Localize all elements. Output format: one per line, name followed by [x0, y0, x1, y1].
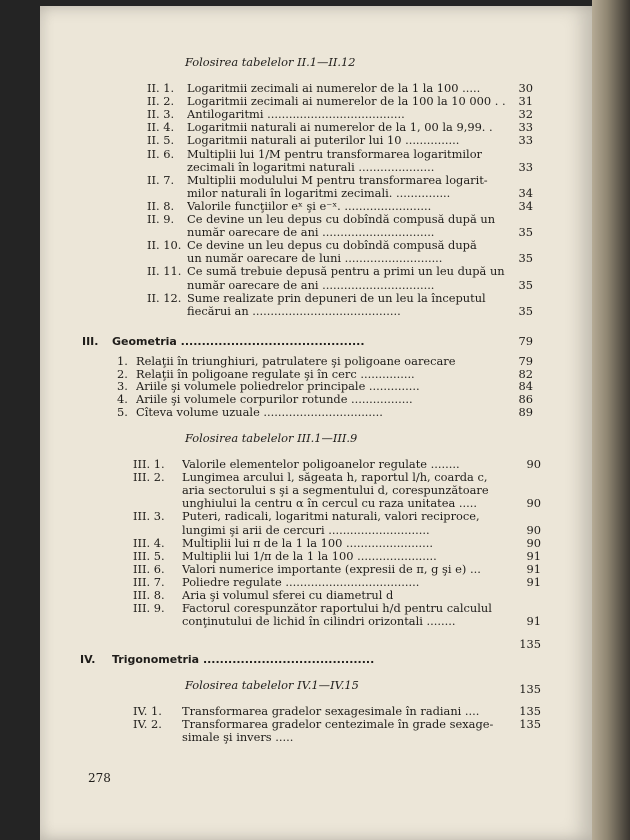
toc-page-number: 32: [518, 107, 533, 122]
toc-code: II. 10.: [147, 238, 182, 253]
book-page: [40, 6, 592, 840]
toc-code: 5.: [117, 404, 128, 419]
toc-entry-text: Relaţii în poligoane regulate şi în cerc ...............: [136, 367, 415, 381]
toc-page-number: 90: [526, 496, 541, 511]
toc-page-number: 84: [518, 379, 533, 394]
toc-code: II. 7.: [147, 172, 175, 187]
chapter-page-number: 135: [519, 637, 541, 651]
toc-page-number: 82: [518, 366, 533, 381]
chapter-page-number: 79: [518, 334, 533, 348]
toc-code: III. 4.: [133, 535, 165, 550]
toc-entry-text: Sume realizate prin depuneri de un leu la începutul: [187, 291, 486, 305]
toc-entry-text: lungimi şi arii de cercuri ............................: [182, 523, 430, 537]
toc-entry-text: Valorile funcţiilor eˣ şi e⁻ˣ. ........................: [187, 199, 432, 213]
toc-entry-text: Multiplii lui 1/M pentru transformarea logaritmilor: [187, 147, 483, 161]
toc-code: 3.: [117, 379, 128, 394]
toc-code: III. 6.: [133, 561, 165, 576]
toc-page-number: 34: [518, 198, 533, 213]
section-page-number: 135: [519, 682, 541, 696]
toc-code: 1.: [117, 354, 128, 368]
toc-code: II. 3.: [147, 107, 175, 122]
toc-page-number: 33: [518, 159, 533, 174]
chapter-code: IV.: [80, 653, 96, 666]
toc-entry-text: simale şi invers .....: [182, 731, 294, 745]
toc-entry-text: Ce sumă trebuie depusă pentru a primi un leu după un: [187, 265, 505, 279]
toc-page-number: 79: [518, 354, 533, 368]
toc-entry-text: milor naturali în logaritmi zecimali. ...............: [187, 186, 451, 200]
toc-entry-text: Aria şi volumul sferei cu diametrul d: [182, 589, 394, 602]
toc-code: III. 8.: [133, 588, 165, 602]
section-heading: Folosirea tabelelor III.1—III.9: [185, 431, 358, 445]
toc-code: II. 1.: [147, 81, 175, 95]
book-gutter-shadow: [592, 0, 630, 840]
toc-page-number: 90: [526, 522, 541, 537]
toc-entry-text: Ariile şi volumele poliedrelor principale ..............: [136, 380, 420, 394]
toc-page-number: 90: [526, 457, 541, 471]
toc-entry-text: unghiului la centru α în cercul cu raza unitatea .....: [182, 497, 477, 511]
toc-page-number: 135: [519, 717, 541, 732]
toc-entry-text: Logaritmii naturali ai puterilor lui 10 ...............: [187, 134, 460, 148]
chapter-title: Geometria ............................................: [112, 335, 365, 348]
toc-entry-text: Multiplii lui 1/π de la 1 la 100 ......................: [182, 549, 437, 563]
toc-code: III. 1.: [133, 457, 165, 471]
toc-page-number: 91: [526, 561, 541, 576]
toc-code: II. 6.: [147, 146, 175, 161]
toc-page-number: 30: [518, 81, 533, 95]
toc-page-number: 90: [526, 535, 541, 550]
chapter-code: III.: [82, 335, 99, 348]
toc-page-number: 33: [518, 120, 533, 135]
toc-code: IV. 2.: [133, 717, 162, 732]
toc-entry-text: aria sectorului s şi a segmentului d, corespunzătoare: [182, 484, 489, 498]
toc-entry-text: Transformarea gradelor sexagesimale în radiani ....: [182, 705, 480, 718]
toc-code: II. 2.: [147, 94, 175, 109]
toc-entry-text: număr oarecare de ani ...............................: [187, 226, 435, 240]
toc-code: 4.: [117, 392, 128, 407]
toc-entry-text: Puteri, radicali, logaritmi naturali, valori reciproce,: [182, 510, 480, 524]
toc-page-number: 35: [518, 251, 533, 266]
toc-page-number: 35: [518, 303, 533, 318]
toc-page-number: 91: [526, 548, 541, 563]
toc-entry-text: Transformarea gradelor centezimale în grade sexage-: [182, 718, 494, 732]
toc-entry-text: zecimali în logaritmi naturali .....................: [187, 160, 435, 174]
toc-entry-text: fiecărui an .........................................: [187, 304, 401, 318]
toc-entry-text: Cîteva volume uzuale .................................: [136, 405, 383, 419]
toc-code: II. 5.: [147, 133, 175, 148]
toc-entry-text: Ariile şi volumele corpurilor rotunde .................: [136, 393, 413, 407]
section-heading: Folosirea tabelelor IV.1—IV.15: [185, 678, 359, 692]
toc-entry-text: Factorul corespunzător raportului h/d pentru calculul: [182, 602, 492, 616]
toc-entry-text: Logaritmii naturali ai numerelor de la 1, 00 la 9,99. .: [187, 121, 493, 135]
toc-entry-text: Multiplii modulului M pentru transformarea logarit-: [187, 173, 488, 187]
toc-code: III. 3.: [133, 509, 165, 524]
toc-code: III. 9.: [133, 601, 165, 616]
toc-code: IV. 1.: [133, 704, 162, 718]
toc-entry-text: conţinutului de lichid în cilindri orizontali ........: [182, 615, 456, 629]
toc-page-number: 91: [526, 614, 541, 629]
toc-code: II. 9.: [147, 212, 175, 226]
toc-entry-text: Valori numerice importante (expresii de π, g şi e) ...: [182, 562, 481, 576]
toc-code: III. 2.: [133, 470, 165, 485]
toc-page-number: 91: [526, 574, 541, 589]
toc-page-number: 35: [518, 225, 533, 240]
toc-page-number: 34: [518, 185, 533, 200]
toc-entry-text: Relaţii în triunghiuri, patrulatere şi poligoane oarecare: [136, 355, 456, 368]
toc-entry-text: Logaritmii zecimali ai numerelor de la 1 la 100 .....: [187, 82, 481, 95]
toc-entry-text: Poliedre regulate .....................................: [182, 575, 420, 589]
toc-entry-text: Antilogaritmi ......................................: [187, 108, 405, 122]
toc-entry-text: un număr oarecare de luni ...........................: [187, 252, 443, 266]
toc-code: II. 12.: [147, 290, 182, 305]
page-number: 278: [88, 771, 111, 785]
toc-entry-text: număr oarecare de ani ...............................: [187, 278, 435, 292]
toc-page-number: 33: [518, 133, 533, 148]
toc-code: III. 7.: [133, 574, 165, 589]
toc-entry-text: Lungimea arcului l, săgeata h, raportul l/h, coarda c,: [182, 471, 488, 485]
toc-code: III. 5.: [133, 548, 165, 563]
toc-page-number: 31: [518, 94, 533, 109]
toc-code: II. 4.: [147, 120, 175, 135]
toc-entry-text: Ce devine un leu depus cu dobîndă compusă după un: [187, 213, 496, 226]
toc-entry-text: Valorile elementelor poligoanelor regulate ........: [182, 458, 460, 471]
toc-page-number: 135: [519, 704, 541, 718]
chapter-title: Trigonometria .........................................: [112, 653, 375, 666]
toc-code: 2.: [117, 366, 128, 381]
toc-page-number: 89: [518, 404, 533, 419]
toc-entry-text: Multiplii lui π de la 1 la 100 ........................: [182, 536, 433, 550]
toc-page-number: 86: [518, 392, 533, 407]
section-heading: Folosirea tabelelor II.1—II.12: [185, 55, 356, 69]
toc-page-number: 35: [518, 277, 533, 292]
toc-code: II. 8.: [147, 198, 175, 213]
toc-code: II. 11.: [147, 264, 182, 279]
toc-entry-text: Ce devine un leu depus cu dobîndă compusă după: [187, 239, 477, 253]
toc-entry-text: Logaritmii zecimali ai numerelor de la 100 la 10 000 . .: [187, 95, 506, 109]
